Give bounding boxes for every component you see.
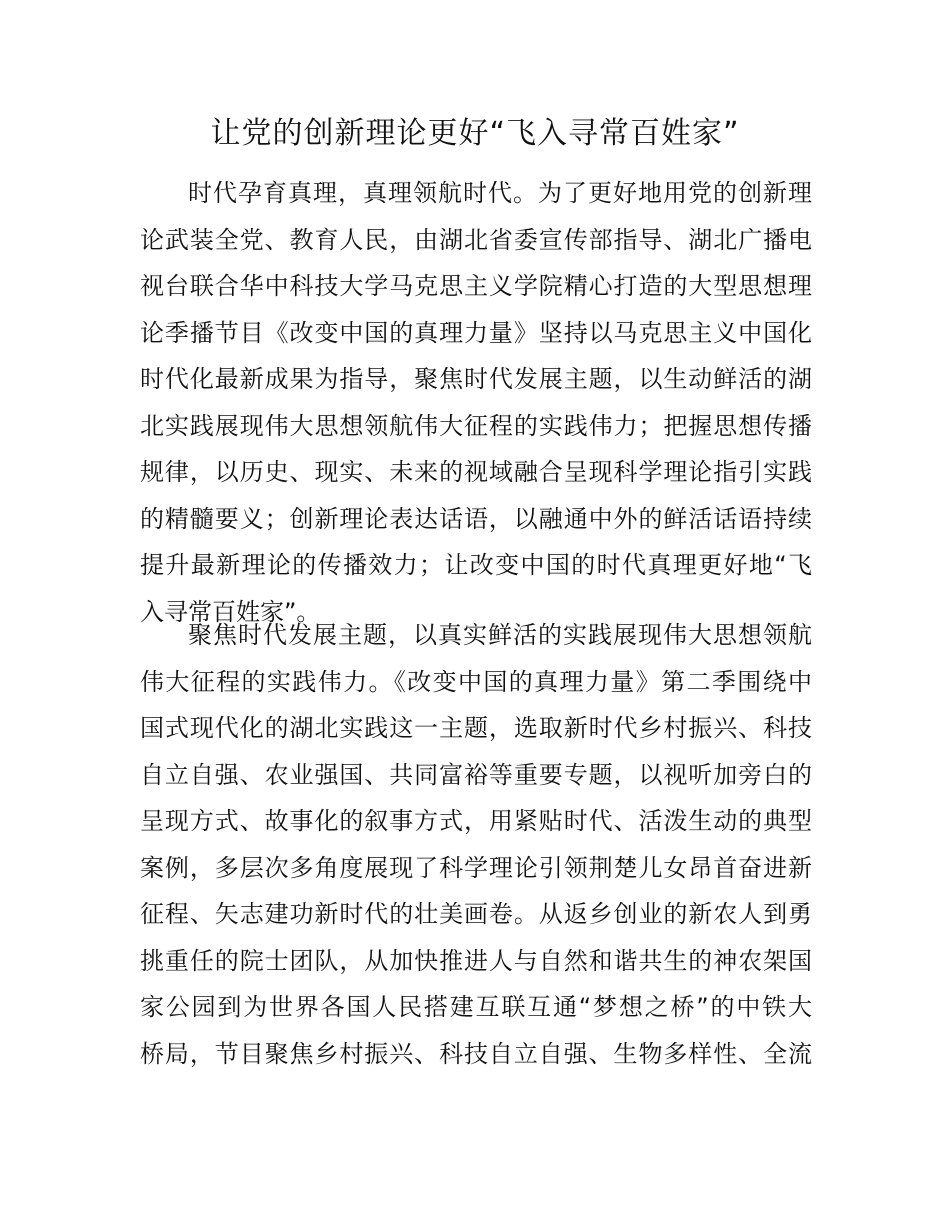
paragraph-line: 桥局，节目聚焦乡村振兴、科技自立自强、生物多样性、全流 — [140, 1039, 812, 1068]
paragraph-line: 国式现代化的湖北实践这一主题，选取新时代乡村振兴、科技 — [140, 714, 812, 742]
paragraph-1 — [140, 170, 812, 635]
document-title: 让党的创新理论更好“飞入寻常百姓家” — [210, 116, 740, 151]
paragraph-line: 自立自强、农业强国、共同富裕等重要专题，以视听加旁白的 — [140, 760, 812, 789]
paragraph-line: 提升最新理论的传播效力；让改变中国的时代真理更好地“飞 — [140, 551, 812, 579]
paragraph-line: 论武装全党、教育人民，由湖北省委宣传部指导、湖北广播电 — [140, 225, 812, 254]
paragraph-line: 时代孕育真理，真理领航时代。为了更好地用党的创新理 — [188, 179, 812, 207]
paragraph-line: 征程、矢志建功新时代的壮美画卷。从返乡创业的新农人到勇 — [140, 900, 812, 928]
paragraph-line: 呈现方式、故事化的叙事方式，用紧贴时代、活泼生动的典型 — [140, 807, 812, 835]
paragraph-line: 视台联合华中科技大学马克思主义学院精心打造的大型思想理 — [140, 272, 812, 300]
paragraph-line: 聚焦时代发展主题，以真实鲜活的实践展现伟大思想领航 — [188, 621, 812, 649]
paragraph-2 — [140, 612, 812, 1077]
paragraph-line: 论季播节目《改变中国的真理力量》坚持以马克思主义中国化 — [140, 318, 812, 347]
paragraph-line: 伟大征程的实践伟力。《改变中国的真理力量》第二季围绕中 — [140, 667, 812, 696]
paragraph-line: 入寻常百姓家”。 — [140, 597, 321, 626]
paragraph-line: 案例，多层次多角度展现了科学理论引领荆楚儿女昂首奋进新 — [140, 853, 812, 882]
paragraph-line: 挑重任的院士团队，从加快推进人与自然和谐共生的神农架国 — [140, 946, 812, 975]
paragraph-line: 北实践展现伟大思想领航伟大征程的实践伟力；把握思想传播 — [140, 411, 812, 440]
paragraph-line: 的精髓要义；创新理论表达话语，以融通中外的鲜活话语持续 — [140, 504, 812, 533]
paragraph-line: 时代化最新成果为指导，聚焦时代发展主题，以生动鲜活的湖 — [140, 365, 812, 393]
paragraph-line: 家公园到为世界各国人民搭建互联互通“梦想之桥”的中铁大 — [140, 993, 812, 1021]
paragraph-line: 规律，以历史、现实、未来的视域融合呈现科学理论指引实践 — [140, 458, 812, 486]
